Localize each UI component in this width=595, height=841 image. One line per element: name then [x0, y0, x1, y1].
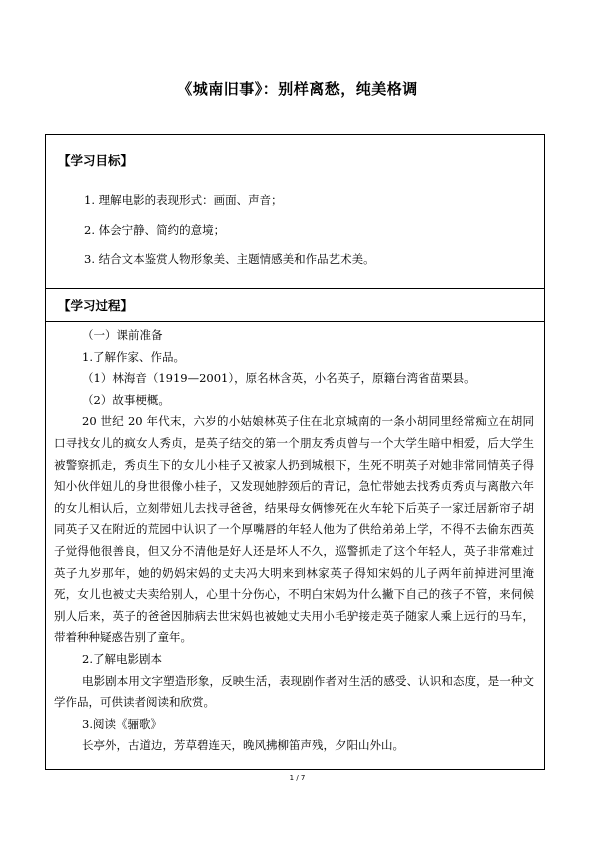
page-number: 1 / 7: [289, 774, 306, 782]
subsection-heading: （一）课前准备: [82, 328, 163, 342]
document-title: 《城南旧事》：别样离愁，纯美格调: [177, 80, 418, 98]
screenplay-description: 电影剧本用文字塑造形象，反映生活，表现剧作者对生活的感受、认识和态度，是一种文学作品，可供读者阅读和欣赏。: [54, 673, 534, 710]
step-heading: 1.了解作家、作品。: [82, 349, 185, 364]
synopsis-heading: （2）故事梗概。: [82, 392, 170, 407]
author-info: （1）林海音（1919—2001），原名林含英，小名英子，原籍台湾省苗栗县。: [82, 371, 476, 386]
lesson-table: [45, 134, 545, 770]
story-synopsis: 20 世纪 20 年代末，六岁的小姑娘林英子住在北京城南的一条小胡同里经常痴立在胡同口寻找女儿的疯女人秀贞，是英子结交的第一个朋友秀贞曾与一个大学生暗中相爱，后大学生被警察抓走，秀贞生下的女儿小桂子又被家人扔到城根下，生死不明英子对她非常同情英子得知小伙伴妞儿的身世很像小桂子，又发现她脖颈后的青记，急忙带她去找秀贞秀贞与离散六年的女儿相认后，立刻带妞儿去找寻爸爸，结果母女俩惨死在火车轮下后英子一家迁居新帘子胡同英子又在附近的荒园中认识了一个厚嘴唇的年轻人他为了供给弟弟上学，不得不去偷东西英子觉得他很善良，但又分不清他是好人还是坏人不久，巡警抓走了这个年轻人，英子非常难过英子九岁那年，她的奶妈宋妈的丈夫冯大明来到林家英子得知宋妈的儿子两年前掉进河里淹死，女儿也被丈夫卖给别人，心里十分伤心，不明白宋妈为什么撇下自己的孩子不管，来伺候别人后来，英子的爸爸因肺病去世宋妈也被她丈夫用小毛驴接走英子随家人乘上远行的马车，带着种种疑惑告别了童年。: [54, 414, 534, 645]
learning-goals-heading: 【学习目标】: [58, 153, 134, 168]
learning-process-heading: 【学习过程】: [58, 298, 134, 313]
step-heading: 3.阅读《骊歌》: [82, 716, 162, 731]
song-lyrics: 长亭外，古道边，芳草碧连天，晚风拂柳笛声残，夕阳山外山。: [82, 738, 404, 753]
goal-item: 2. 体会宁静、简约的意境；: [84, 223, 226, 237]
learning-process-body: [46, 322, 544, 757]
goal-item: 3. 结合文本鉴赏人物形象美、主题情感美和作品艺术美。: [84, 252, 375, 266]
goal-item: 1. 理解电影的表现形式：画面、声音；: [84, 193, 283, 207]
learning-process-heading-row: [46, 289, 544, 322]
learning-goals-section: [46, 135, 544, 289]
step-heading: 2.了解电影剧本: [82, 651, 162, 666]
